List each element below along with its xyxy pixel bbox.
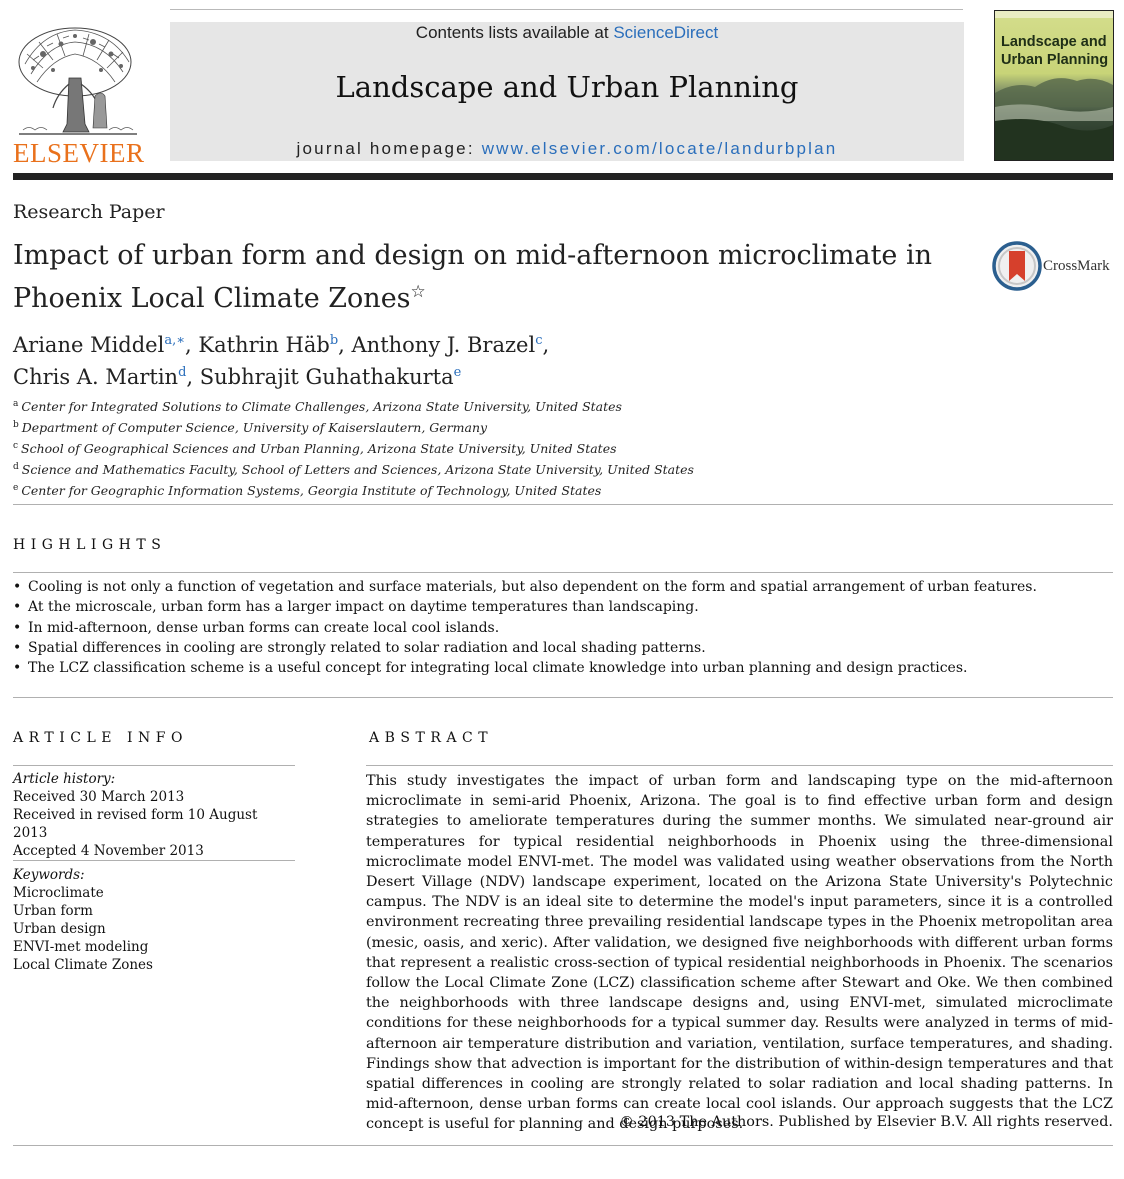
cover-landscape-icon xyxy=(995,11,1113,160)
footer-rule xyxy=(13,1145,1113,1146)
author-name[interactable]: Anthony J. Brazel xyxy=(351,333,536,357)
abstract-heading: ABSTRACT xyxy=(369,730,494,746)
highlights-list xyxy=(13,577,1113,678)
journal-cover[interactable] xyxy=(994,10,1114,161)
affiliation-key: a xyxy=(13,399,19,409)
affiliation-key: e xyxy=(13,483,19,493)
keywords-label: Keywords: xyxy=(13,867,85,883)
affiliation-item xyxy=(13,395,913,416)
highlight-text: Cooling is not only a function of vegetation and surface materials, but also dependent on the form and spatial arrangement of urban features. xyxy=(28,579,1037,595)
author-separator: , xyxy=(338,333,352,357)
journal-title[interactable]: Landscape and Urban Planning xyxy=(335,70,799,104)
author-separator: , xyxy=(186,365,200,389)
bullet-icon: • xyxy=(13,579,22,595)
author-affiliation-sup[interactable]: d xyxy=(178,365,187,380)
header-divider xyxy=(13,173,1113,180)
article-info-heading: ARTICLE INFO xyxy=(13,730,188,746)
affiliation-key: c xyxy=(13,441,19,451)
highlight-text: At the microscale, urban form has a larger impact on daytime temperatures than landscaping. xyxy=(28,599,699,616)
journal-homepage xyxy=(170,139,964,159)
highlights-heading-rule xyxy=(13,572,1113,573)
author-affiliation-sup[interactable]: b xyxy=(329,333,339,348)
crossmark-icon xyxy=(992,241,1042,291)
author-name[interactable]: Chris A. Martin xyxy=(13,365,179,389)
article-title-text: Impact of urban form and design on mid-afternoon microclimate in Phoenix Local Climate Zones xyxy=(13,240,933,314)
affiliation-item xyxy=(13,416,913,437)
copyright-notice: © 2013 The Authors. Published by Elsevier B.V. All rights reserved. xyxy=(619,1114,1113,1130)
author-affiliation-sup[interactable]: a,∗ xyxy=(164,333,186,348)
keywords-block xyxy=(13,866,295,974)
highlight-text: The LCZ classification scheme is a useful concept for integrating local climate knowledge into urban planning and design practices. xyxy=(28,660,968,677)
article-info-rule xyxy=(13,765,295,766)
highlight-text: In mid-afternoon, dense urban forms can create local cool islands. xyxy=(28,619,500,636)
bullet-icon: • xyxy=(13,639,22,656)
highlight-item xyxy=(13,638,1113,658)
highlight-item xyxy=(13,577,1113,597)
article-history xyxy=(13,770,295,860)
affiliation-text: Center for Integrated Solutions to Climate Challenges, Arizona State University, United States xyxy=(21,399,622,414)
title-footnote-star[interactable]: ☆ xyxy=(410,282,426,302)
affiliation-item xyxy=(13,458,913,479)
highlight-item xyxy=(13,597,1113,617)
affiliation-text: Science and Mathematics Faculty, School of Letters and Sciences, Arizona State University, United States xyxy=(21,462,694,477)
author-name[interactable]: Kathrin Häb xyxy=(198,333,330,357)
author-name[interactable]: Subhrajit Guhathakurta xyxy=(199,365,454,389)
bullet-icon: • xyxy=(13,599,22,616)
keyword[interactable]: Urban design xyxy=(13,921,106,937)
author-affiliation-sup[interactable]: e xyxy=(453,365,462,380)
affiliation-text: Center for Geographic Information Systems, Georgia Institute of Technology, United States xyxy=(21,483,602,498)
crossmark-label: CrossMark xyxy=(1043,258,1110,274)
abstract-text: This study investigates the impact of urban form and landscaping type on the mid-afternoon microclimate in semi-arid Phoenix, Arizona. The goal is to find effective urban form and design strategies to ameliorate temperatures during the summer months. We simulated near-ground air temperatures for typical residential neighborhoods in Phoenix using the three-dimensional microclimate model ENVI-met. The model was validated using weather observations from the North Desert Village (NDV) landscape experiment, located on the Arizona State University's Polytechnic campus. The NDV is an ideal site to determine the model's input parameters, since it is a controlled environment recreating three prevailing residential landscape types in the Phoenix metropolitan area (mesic, oasis, and xeric). After validation, we designed five neighborhoods with different urban forms that represent a realistic cross-section of typical residential neighborhoods in Phoenix. The scenarios follow the Local Climate Zone (LCZ) classification scheme after Stewart and Oke. We then combined the neighborhoods with three landscape designs and, using ENVI-met, simulated microclimate conditions for these neighborhoods for a typical summer day. Results were analyzed in terms of mid-afternoon air temperature distribution and variation, ventilation, surface temperatures, and shading. Findings show that advection is important for the distribution of within-design temperatures and that spatial differences in cooling are strongly related to solar radiation and local shading patterns. In mid-afternoon, dense urban forms can create local cool islands. Our approach suggests that the LCZ concept is useful for planning and design purposes. xyxy=(366,773,1113,1133)
homepage-link[interactable]: www.elsevier.com/locate/landurbplan xyxy=(481,139,838,158)
keyword[interactable]: Local Climate Zones xyxy=(13,957,153,973)
keywords-rule xyxy=(13,860,295,861)
affiliation-text: Department of Computer Science, University of Kaiserslautern, Germany xyxy=(21,420,488,435)
affiliation-list xyxy=(13,395,913,500)
publisher-logo-text: ELSEVIER xyxy=(13,138,145,168)
contents-availability xyxy=(170,23,964,43)
history-label: Article history: xyxy=(13,771,116,787)
highlights-bottom-rule xyxy=(13,697,1113,698)
highlight-text: Spatial differences in cooling are strongly related to solar radiation and local shading patterns. xyxy=(28,639,706,656)
abstract-rule xyxy=(366,765,1113,766)
affiliation-item xyxy=(13,437,913,458)
author-affiliation-sup[interactable]: c xyxy=(535,333,543,348)
article-title xyxy=(13,238,963,317)
homepage-prefix: journal homepage: xyxy=(296,139,475,158)
tree-of-knowledge-icon xyxy=(13,24,143,136)
bullet-icon: • xyxy=(13,619,22,636)
keyword[interactable]: Microclimate xyxy=(13,885,104,901)
crossmark-badge[interactable] xyxy=(992,240,1117,292)
sciencedirect-link[interactable]: ScienceDirect xyxy=(613,23,719,42)
highlight-item xyxy=(13,658,1113,678)
journal-header-banner xyxy=(170,22,964,161)
author-separator: , xyxy=(185,333,199,357)
contents-prefix: Contents lists available at xyxy=(415,23,609,42)
affiliation-item xyxy=(13,479,913,500)
keyword[interactable]: ENVI-met modeling xyxy=(13,939,149,955)
author-separator: , xyxy=(542,333,550,357)
bullet-icon: • xyxy=(13,660,22,677)
header-top-rule xyxy=(170,9,963,10)
affiliation-key: b xyxy=(13,420,19,430)
revised-date: Received in revised form 10 August 2013 xyxy=(13,807,258,841)
affiliation-text: School of Geographical Sciences and Urban Planning, Arizona State University, United States xyxy=(21,441,617,456)
keyword[interactable]: Urban form xyxy=(13,903,93,919)
author-list xyxy=(13,327,913,391)
highlight-item xyxy=(13,618,1113,638)
highlights-top-rule xyxy=(13,504,1113,505)
cover-title: Landscape and Urban Planning xyxy=(1001,34,1109,68)
received-date: Received 30 March 2013 xyxy=(13,789,185,805)
elsevier-logo[interactable] xyxy=(13,24,145,168)
accepted-date: Accepted 4 November 2013 xyxy=(13,843,204,859)
affiliation-key: d xyxy=(13,462,19,472)
author-name[interactable]: Ariane Middel xyxy=(13,333,165,357)
highlights-heading: HIGHLIGHTS xyxy=(13,537,167,553)
article-type: Research Paper xyxy=(13,201,165,223)
